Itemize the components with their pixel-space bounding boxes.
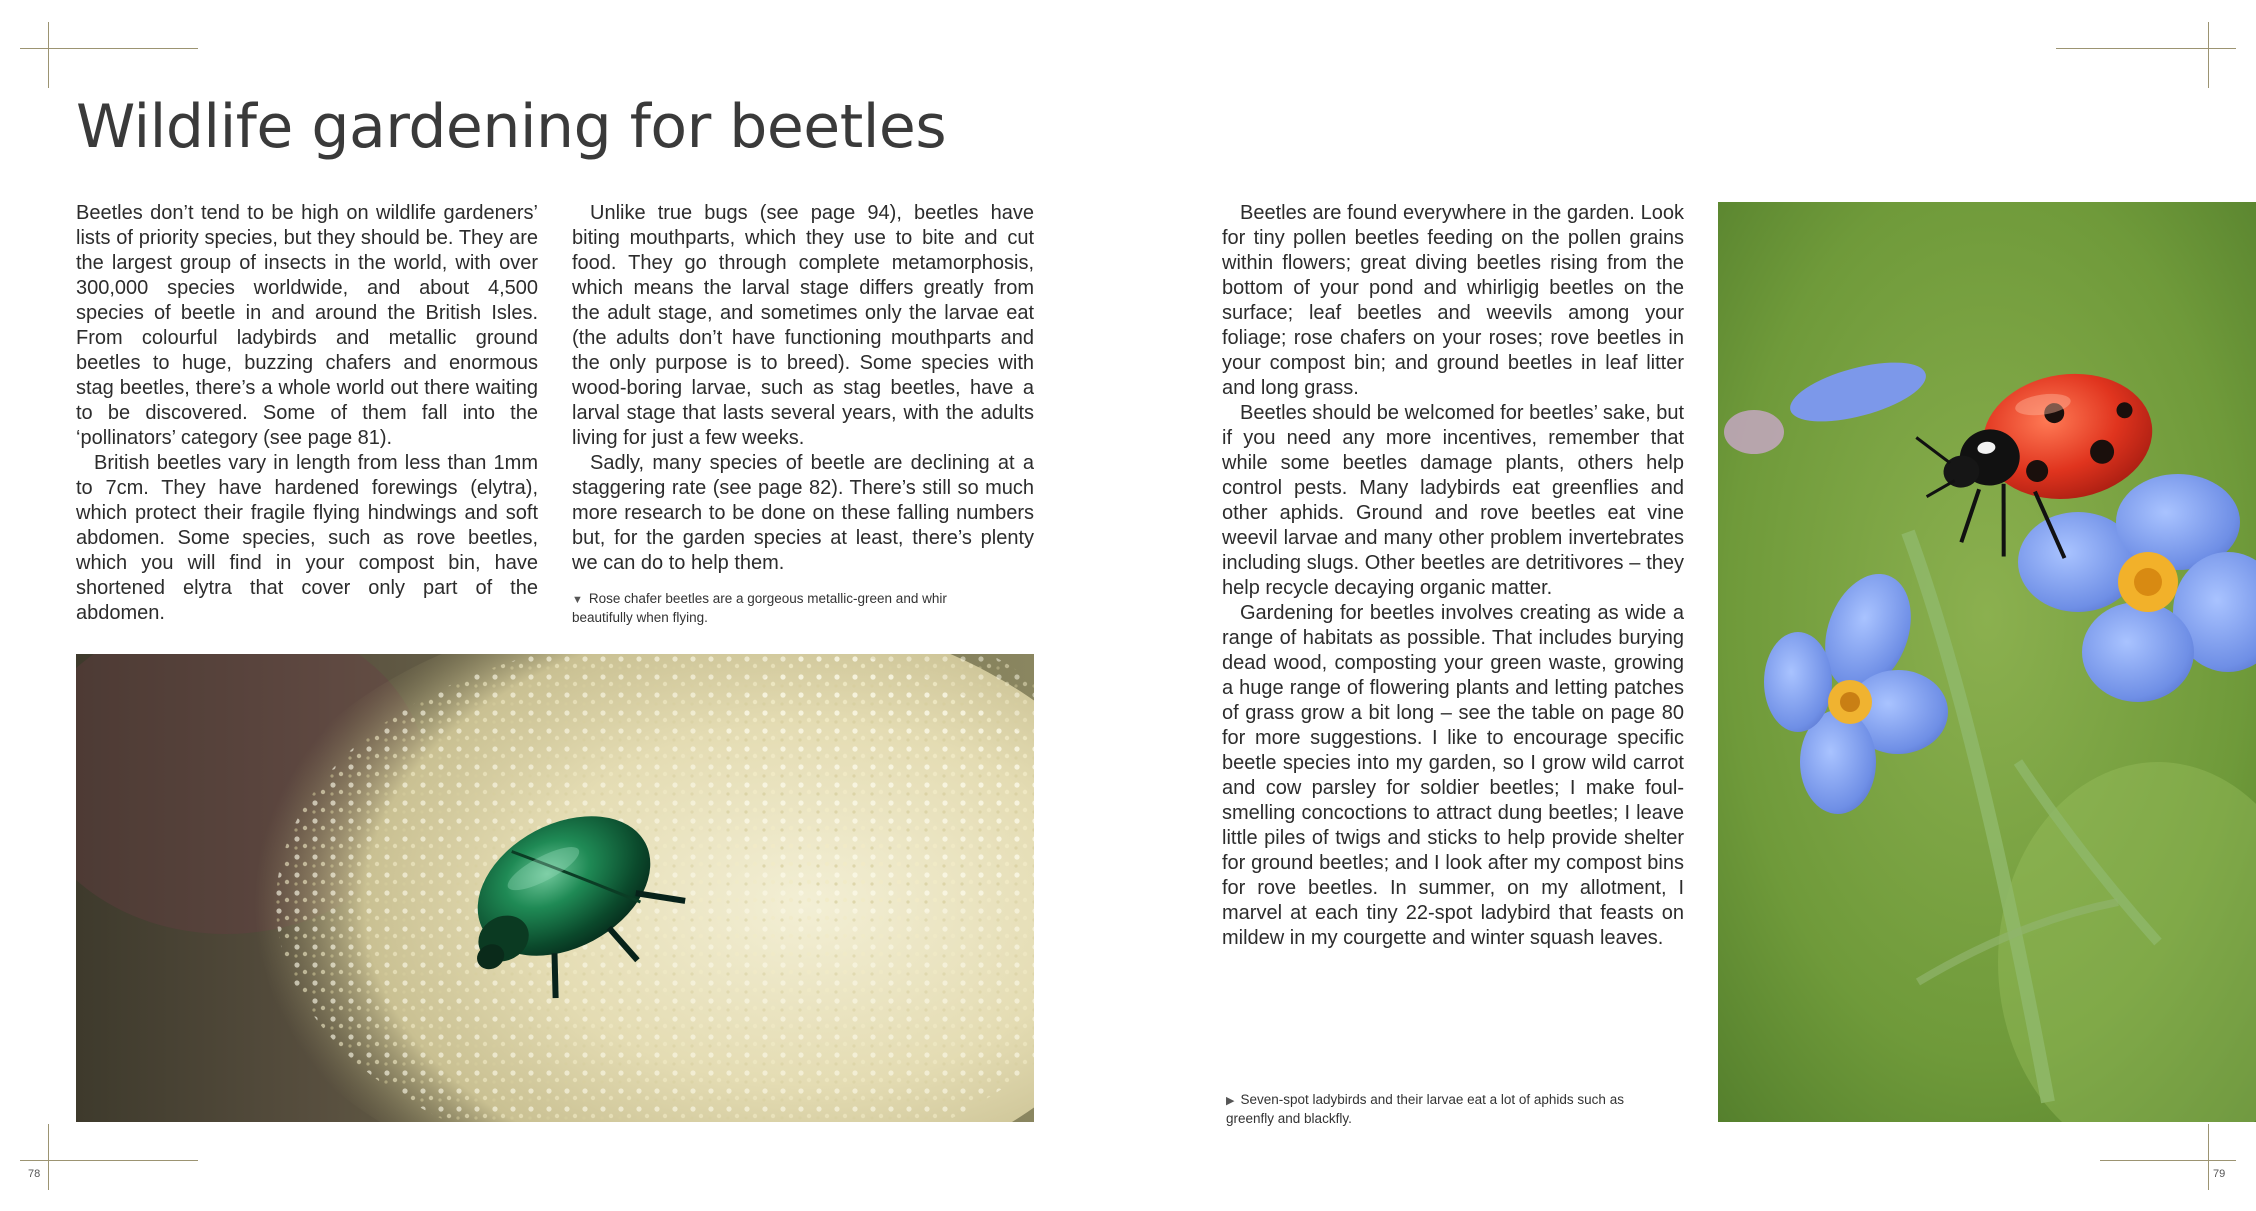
left-column-2 [572, 201, 1034, 576]
paragraph: Unlike true bugs (see page 94), beetles have biting mouthparts, which they use to bite and cut food. They go through complete metamorphosis, which means the larval stage differs greatly from the adult stage, and sometimes only the larvae eat (the adults don’t have functioning mouthparts and the only purpose is to breed). Some species with wood-boring larvae, such as stag beetles, have a larval stage that lasts several years, with the adults living for just a few weeks. [572, 202, 1034, 449]
crop-mark-bottom-left-h [20, 1160, 198, 1161]
left-column-1 [76, 201, 538, 626]
triangle-right-icon: ▶ [1226, 1095, 1235, 1107]
right-column [1222, 201, 1684, 951]
caption-text: Seven-spot ladybirds and their larvae eat a lot of aphids such as greenfly and blackfly. [1226, 1092, 1624, 1126]
crop-mark-top-left-v [48, 22, 49, 88]
ladybird-caption [1226, 1091, 1666, 1128]
caption-text: Rose chafer beetles are a gorgeous metallic-green and whir beautifully when flying. [572, 591, 947, 625]
paragraph: Sadly, many species of beetle are declining at a staggering rate (see page 82). There’s still so much more research to be done on these falling numbers but, for the garden species at least, there’s plenty we can do to help them. [572, 452, 1034, 574]
page-number-left: 78 [28, 1168, 41, 1180]
triangle-down-icon: ▼ [572, 594, 583, 606]
rose-chafer-caption [572, 590, 1002, 627]
crop-mark-bottom-right-h [2100, 1160, 2236, 1161]
crop-mark-top-right-h [2056, 48, 2236, 49]
paragraph: Beetles are found everywhere in the garden. Look for tiny pollen beetles feeding on the pollen grains within flowers; great diving beetles rising from the bottom of your pond and whirligig beetles on the surface; leaf beetles and weevils among your foliage; rose chafers on your roses; rove beetles in your compost bin; and ground beetles in leaf litter and long grass. [1222, 202, 1684, 399]
paragraph: Gardening for beetles involves creating as wide a range of habitats as possible. That includes burying dead wood, composting your green waste, growing a huge range of flowering plants and letting patches of grass grow a bit long – see the table on page 80 for more suggestions. I like to encourage specific beetle species into my garden, so I grow wild carrot and cow parsley for soldier beetles; I make foul-smelling concoctions to attract dung beetles; I leave little piles of twigs and sticks to help provide shelter for ground beetles; and I look after my compost bins for rove beetles. In summer, on my allotment, I marvel at each tiny 22-spot ladybird that feasts on mildew in my courgette and winter squash leaves. [1222, 602, 1684, 949]
paragraph: Beetles should be welcomed for beetles’ sake, but if you need any more incentives, remember that while some beetles damage plants, others help control pests. Many ladybirds eat greenflies and other aphids. Ground and rove beetles eat vine weevil larvae and many other problem invertebrates including slugs. Other beetles are detritivores – they help recycle decaying organic matter. [1222, 402, 1684, 599]
crop-mark-top-left-h [20, 48, 198, 49]
crop-mark-top-right-v [2208, 22, 2209, 88]
crop-mark-bottom-right-v [2208, 1124, 2209, 1190]
page-number-right: 79 [2213, 1168, 2226, 1180]
page-title: Wildlife gardening for beetles [76, 92, 947, 162]
crop-mark-bottom-left-v [48, 1124, 49, 1190]
rose-chafer-photo [76, 654, 1034, 1122]
paragraph: British beetles vary in length from less than 1mm to 7cm. They have hardened forewings (elytra), which protect their fragile flying hindwings and soft abdomen. Some species, such as rove beetles, which you will find in your compost bin, have shortened elytra that cover only part of the abdomen. [76, 452, 538, 624]
ladybird-photo [1718, 202, 2256, 1122]
paragraph: Beetles don’t tend to be high on wildlife gardeners’ lists of priority species, but they should be. They are the largest group of insects in the world, with over 300,000 species worldwide, and about 4,500 species of beetle in and around the British Isles. From colourful ladybirds and metallic ground beetles to huge, buzzing chafers and enormous stag beetles, there’s a whole world out there waiting to be discovered. Some of them fall into the ‘pollinators’ category (see page 81). [76, 202, 538, 449]
